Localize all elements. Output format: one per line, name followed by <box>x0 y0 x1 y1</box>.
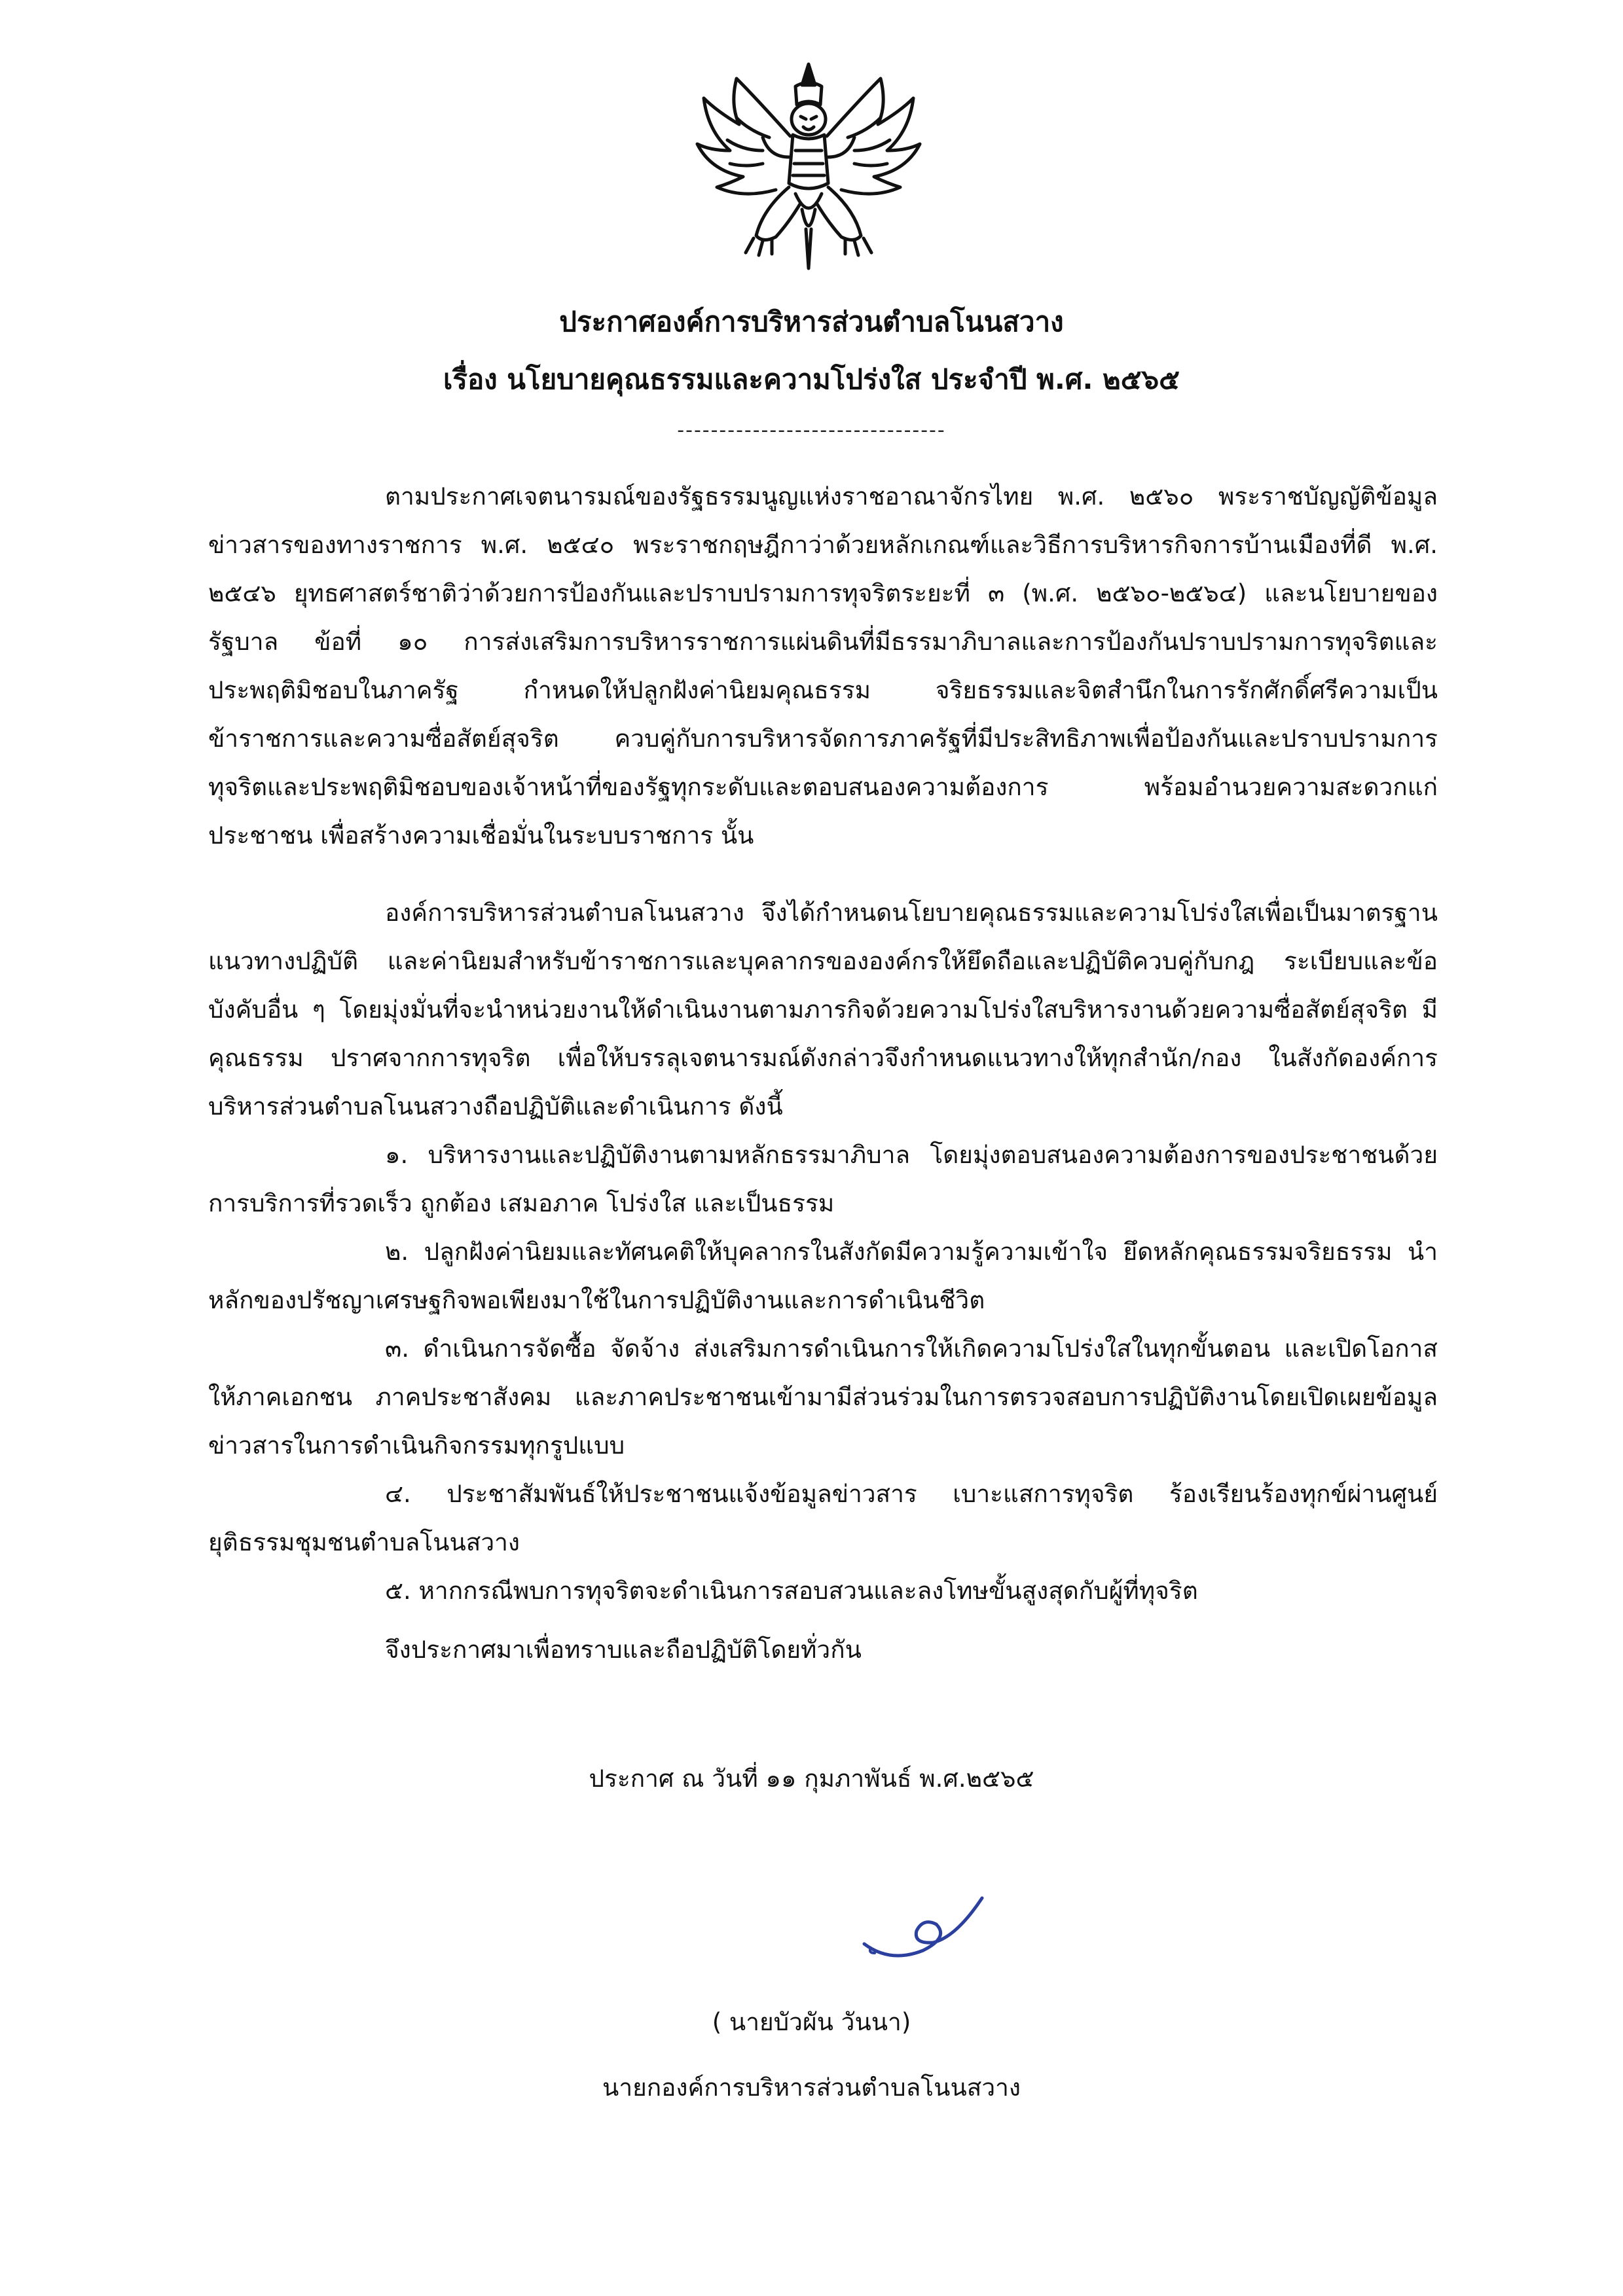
policy-item-5: ๕. หากกรณีพบการทุจริตจะดำเนินการสอบสวนและลงโทษขั้นสูงสุดกับผู้ที่ทุจริต <box>385 1577 1198 1605</box>
announcement-subject: เรื่อง นโยบายคุณธรรมและความโปร่งใส ประจำปี พ.ศ. ๒๕๖๕ <box>443 363 1180 395</box>
announcement-title: ประกาศองค์การบริหารส่วนตำบลโนนสวาง <box>559 306 1064 338</box>
signer-position: นายกองค์การบริหารส่วนตำบลโนนสวาง <box>602 2073 1021 2102</box>
closing-statement: จึงประกาศมาเพื่อทราบและถือปฏิบัติโดยทั่วกัน <box>385 1636 862 1664</box>
policy-item-1: ๑. บริหารงานและปฏิบัติงานตามหลักธรรมาภิบาล โดยมุ่งตอบสนองความต้องการของประชาชนด้วยการบริการที่รวดเร็ว ถูกต้อง เสมอภาค โปร่งใส และเป็นธรรม <box>208 1141 1438 1217</box>
body-paragraph-2: องค์การบริหารส่วนตำบลโนนสวาง จึงได้กำหนดนโยบายคุณธรรมและความโปร่งใสเพื่อเป็นมาตรฐาน แนวทางปฏิบัติ และค่านิยมสำหรับข้าราชการและบุคลากรขององค์กรให้ยึดถือและปฏิบัติควบคู่กับกฎ ระเบียบและข้อบังคับอื่น ๆ โดยมุ่งมั่นที่จะนำหน่วยงานให้ดำเนินงานตามภารกิจด้วยความโปร่งใสบริหารงานด้วยความซื่อสัตย์สุจริต มีคุณธรรม ปราศจากการทุจริต เพื่อให้บรรลุเจตนารมณ์ดังกล่าวจึงกำหนดแนวทางให้ทุกสำนัก/กอง ในสังกัดองค์การบริหารส่วนตำบลโนนสวางถือปฏิบัติและดำเนินการ ดังนี้ <box>208 899 1438 1121</box>
policy-item-3: ๓. ดำเนินการจัดซื้อ จัดจ้าง ส่งเสริมการดำเนินการให้เกิดความโปร่งใสในทุกขั้นตอน และเปิดโอกาสให้ภาคเอกชน ภาคประชาสังคม และภาคประชาชนเข้ามามีส่วนร่วมในการตรวจสอบการปฏิบัติงานโดยเปิดเผยข้อมูลข่าวสารในการดำเนินกิจกรรมทุกรูปแบบ <box>208 1335 1438 1460</box>
policy-item-4: ๔. ประชาสัมพันธ์ให้ประชาชนแจ้งข้อมูลข่าวสาร เบาะแสการทุจริต ร้องเรียนร้องทุกข์ผ่านศูนย์ยุติธรรมชุมชนตำบลโนนสวาง <box>208 1480 1438 1556</box>
policy-item-2: ๒. ปลูกฝังค่านิยมและทัศนคติให้บุคลากรในสังกัดมีความรู้ความเข้าใจ ยึดหลักคุณธรรมจริยธรรม นำหลักของปรัชญาเศรษฐกิจพอเพียงมาใช้ในการปฏิบัติงานและการดำเนินชีวิต <box>208 1238 1438 1314</box>
announcement-body <box>208 473 1438 1674</box>
header-divider: -------------------------------- <box>677 419 946 442</box>
announcement-date: ประกาศ ณ วันที่ ๑๑ กุมภาพันธ์ พ.ศ.๒๕๖๕ <box>589 1765 1034 1793</box>
garuda-emblem-icon <box>691 59 926 275</box>
body-paragraph-1: ตามประกาศเจตนารมณ์ของรัฐธรรมนูญแห่งราชอาณาจักรไทย พ.ศ. ๒๕๖๐ พระราชบัญญัติข้อมูลข่าวสารของทางราชการ พ.ศ. ๒๕๔๐ พระราชกฤษฎีกาว่าด้วยหลักเกณฑ์และวิธีการบริหารกิจการบ้านเมืองที่ดี พ.ศ. ๒๕๔๖ ยุทธศาสตร์ชาติว่าด้วยการป้องกันและปราบปรามการทุจริตระยะที่ ๓ (พ.ศ. ๒๕๖๐-๒๕๖๔) และนโยบายของรัฐบาล ข้อที่ ๑๐ การส่งเสริมการบริหารราชการแผ่นดินที่มีธรรมาภิบาลและการป้องกันปราบปรามการทุจริตและประพฤติมิชอบในภาครัฐ กำหนดให้ปลูกฝังค่านิยมคุณธรรม จริยธรรมและจิตสำนึกในการรักศักดิ์ศรีความเป็นข้าราชการและความซื่อสัตย์สุจริต ควบคู่กับการบริหารจัดการภาครัฐที่มีประสิทธิภาพเพื่อป้องกันและปราบปรามการทุจริตและประพฤติมิชอบของเจ้าหน้าที่ของรัฐทุกระดับและตอบสนองความต้องการ พร้อมอำนวยความสะดวกแก่ประชาชน เพื่อสร้างความเชื่อมั่นในระบบราชการ นั้น <box>208 482 1438 850</box>
signature-icon <box>851 1885 995 1977</box>
signer-name: ( นายบัวผัน วันนา) <box>712 2008 911 2036</box>
